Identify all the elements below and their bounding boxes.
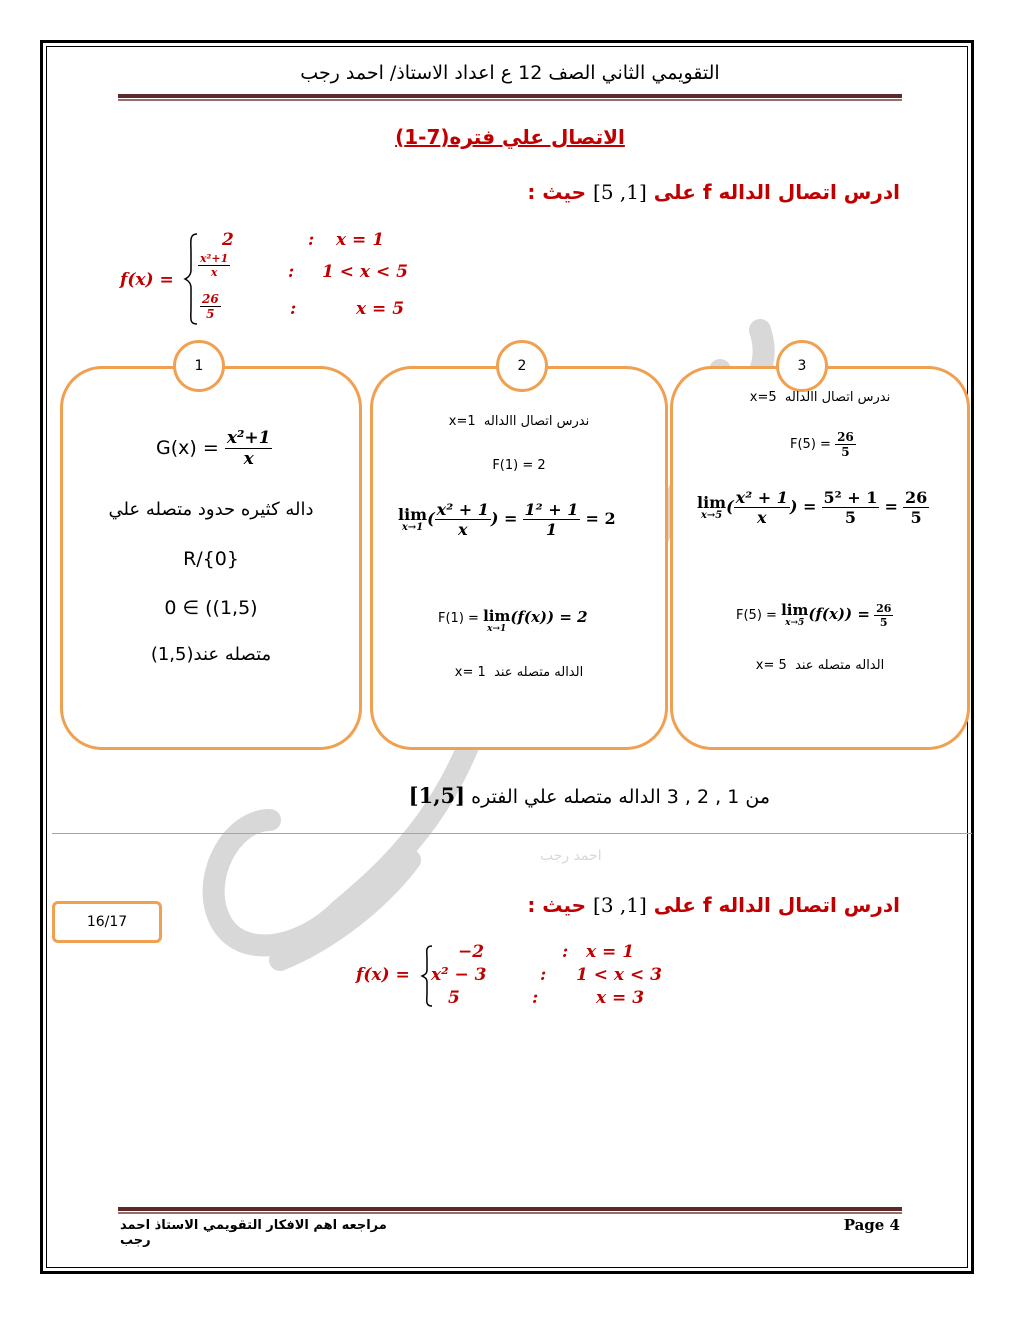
box3-study-line — [685, 390, 955, 405]
box3-res-den: 5 — [910, 508, 922, 527]
box3-lim-num: x² + 1 — [735, 488, 788, 507]
q1-fx-label: f(x) = — [120, 270, 174, 290]
box2-fval: F(1) = 2 — [492, 458, 546, 473]
q1-case2-frac — [198, 252, 230, 279]
box3-res-num: 26 — [904, 488, 928, 507]
box3-eq-label: F(5) = — [736, 608, 777, 623]
q1-case3-colon: : — [290, 299, 297, 319]
box2-point: x=1 — [448, 414, 476, 429]
box1-line2: R/{0} — [183, 548, 239, 570]
question2-text: ادرس اتصال الداله f على — [653, 893, 900, 917]
summary-text: من 1 , 2 , 3 الداله متصله علي الفتره — [471, 786, 770, 808]
box3-eq-lim: lim — [781, 601, 809, 619]
q2-case1-value: −2 — [458, 942, 485, 962]
box2-conclusion-point: x= 1 — [454, 665, 486, 680]
box3-study: ندرس اتصال االداله — [784, 390, 891, 405]
box2-sub-num: 1² + 1 — [524, 500, 579, 519]
box2-eq — [438, 608, 588, 634]
q2-case2-cond: 1 < x < 3 — [576, 965, 662, 985]
step-box-3 — [670, 366, 970, 750]
footer-rule — [118, 1207, 902, 1211]
box2-eq-lim-sub: x→1 — [487, 623, 507, 634]
q1-case2-num: x²+1 — [200, 252, 229, 265]
question2-interval: [1, 3] — [593, 893, 647, 917]
q1-brace — [183, 232, 199, 326]
box2-lim-num: x² + 1 — [436, 500, 489, 519]
q2-fx-label: f(x) = — [356, 965, 410, 985]
box3-conclusion-point: x= 5 — [755, 658, 787, 673]
box3-eq-num: 26 — [876, 602, 892, 615]
box2-lim-den: x — [458, 520, 468, 539]
box1-g-den: x — [243, 449, 254, 469]
q2-case1-cond: x = 1 — [586, 942, 635, 962]
box1-g-label: G(x) = — [156, 437, 219, 459]
footer-caption: مراجعه اهم الافكار التقويمي الاستاذ احمد رجب — [120, 1218, 387, 1248]
box2-study: ندرس اتصال االداله — [483, 414, 590, 429]
box3-conclusion: الداله متصله عند — [795, 658, 885, 673]
box3-eq-den: 5 — [879, 616, 888, 629]
q1-case1-cond: x = 1 — [336, 230, 385, 250]
box2-result: = 2 — [585, 509, 616, 528]
box2-eq-label: F(1) = — [438, 611, 479, 626]
footer-rule-thin — [118, 1212, 902, 1214]
box3-eq — [736, 602, 893, 629]
box2-eq-expr: (f(x)) = 2 — [510, 608, 588, 626]
q1-case3-cond: x = 5 — [356, 299, 405, 319]
q1-case2-den: x — [210, 266, 218, 279]
box1-line1: داله كثيره حدود متصله علي — [108, 499, 314, 520]
q2-case3-colon: : — [532, 988, 539, 1008]
header-rule — [118, 94, 902, 98]
box1-line4: متصله عند(1,5) — [150, 644, 272, 665]
box3-fval — [790, 430, 856, 459]
q2-case3-cond: x = 3 — [596, 988, 645, 1008]
box2-eq-lim: lim — [483, 607, 511, 625]
box3-lim-sub: x→5 — [700, 509, 723, 521]
q1-case1-value: 2 — [222, 230, 234, 250]
box1-g-def — [156, 428, 272, 469]
box2-lim: lim — [398, 504, 428, 524]
q2-case3-value: 5 — [448, 988, 460, 1008]
question1-prompt — [420, 180, 900, 204]
step-number-3: 3 — [776, 340, 828, 392]
step-number-2: 2 — [496, 340, 548, 392]
q1-case3-den: 5 — [206, 307, 215, 321]
question2-prompt — [420, 893, 900, 917]
box3-point: x=5 — [749, 390, 777, 405]
box3-fval-label: F(5) = — [790, 437, 831, 452]
q1-case2-colon: : — [288, 262, 295, 282]
box3-fval-num: 26 — [837, 430, 854, 444]
box3-eq-expr: (f(x)) = — [808, 605, 870, 623]
question1-text: ادرس اتصال الداله f على — [653, 180, 900, 204]
header-rule-thin — [118, 99, 902, 101]
box1-g-num: x²+1 — [226, 428, 271, 448]
question1-interval: [1, 5] — [593, 180, 647, 204]
q2-case1-colon: : — [562, 942, 569, 962]
box2-conclusion: الداله متصله عند — [494, 665, 584, 680]
q1-case3-num: 26 — [202, 292, 219, 306]
summary-line — [360, 783, 770, 808]
box1-line3: 0 ∈ ((1,5) — [164, 597, 258, 619]
box3-conclusion-line — [685, 658, 955, 673]
section-divider — [52, 833, 972, 834]
q1-case3-frac — [200, 292, 221, 321]
page-number: Page 4 — [843, 1216, 900, 1234]
q2-case2-value: x² − 3 — [431, 965, 487, 985]
box2-limit: lim x→1 ( $\frac{\text{x² + 1}}{x}$ ) = $\frac{\text{1² + 1}}{1}$ = 2 — [398, 500, 616, 539]
question2-suffix: حيث : — [527, 893, 587, 917]
box2-sub-den: 1 — [545, 520, 558, 539]
q2-case2-colon: : — [540, 965, 547, 985]
box2-lim-sub: x→1 — [401, 521, 424, 533]
box2-study-line — [385, 414, 653, 429]
box3-fval-den: 5 — [841, 445, 850, 459]
watermark-text: احمد رجب — [540, 848, 602, 864]
q1-case2-cond: 1 < x < 5 — [322, 262, 408, 282]
page-counter: 16/17 — [52, 901, 162, 943]
box3-eq-lim-sub: x→5 — [785, 617, 805, 628]
page-header: التقويمي الثاني الصف 12 ع اعداد الاستاذ/ احمد رجب — [300, 62, 720, 84]
box3-sub-den: 5 — [844, 508, 857, 527]
box2-conclusion-line — [385, 665, 653, 680]
box3-lim-den: x — [757, 508, 767, 527]
box3-limit: lim x→5 ( $\frac{\text{x² + 1}}{x}$ ) = $\frac{\text{5² + 1}}{5}$ = $\frac{26}{5}$ — [697, 488, 928, 527]
question1-suffix: حيث : — [527, 180, 587, 204]
q1-case1-colon: : — [308, 230, 315, 250]
summary-interval: [1,5] — [408, 783, 466, 808]
step-number-1: 1 — [173, 340, 225, 392]
box3-lim: lim — [697, 492, 727, 512]
box3-sub-num: 5² + 1 — [823, 488, 878, 507]
section-title: الاتصال علي فتره(7-1) — [395, 125, 625, 149]
